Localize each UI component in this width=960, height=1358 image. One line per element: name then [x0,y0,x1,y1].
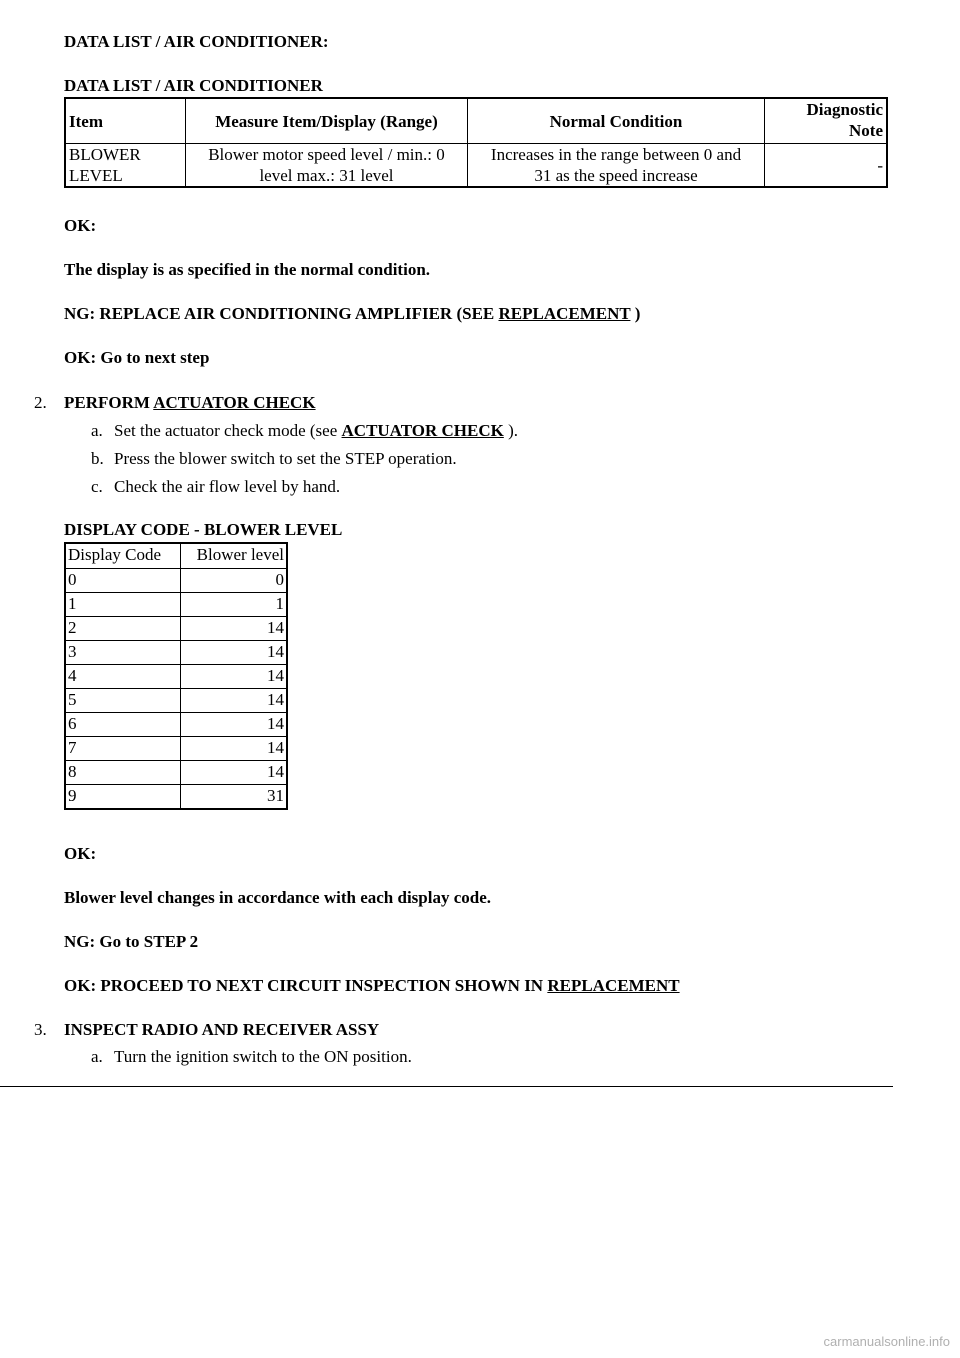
table-row [65,785,287,810]
ok-proceed-prefix: OK: PROCEED TO NEXT CIRCUIT INSPECTION SHOWN IN [64,976,548,995]
step-2-number: 2. [34,393,47,412]
cell-display-code: 3 [65,641,181,665]
step-2b-label: b. [91,449,104,468]
cell-display-code: 5 [65,689,181,713]
table-row [65,641,287,665]
cell-blower-level: 14 [181,737,288,761]
cell-blower-level: 31 [181,785,288,810]
header-item: Item [65,98,186,144]
ok-label-2: OK: [64,844,97,863]
cell-blower-level: 14 [181,713,288,737]
footer-divider [0,1086,893,1087]
actuator-check-link-1[interactable]: ACTUATOR CHECK [153,393,316,412]
cell-blower-level: 1 [181,593,288,617]
step-3a-text: Turn the ignition switch to the ON position. [114,1047,412,1066]
step-2c-text: Check the air flow level by hand. [114,477,341,496]
step-2a-suffix: ). [503,421,518,440]
actuator-check-link-2[interactable]: ACTUATOR CHECK [341,421,504,440]
cell-measure-line2: level max.: 31 level [259,166,394,185]
cell-normal-line1: Increases in the range between 0 and [490,145,742,164]
cell-measure-line1: Blower motor speed level / min.: 0 [208,145,445,164]
ng-suffix: ) [630,304,641,323]
table-row [65,689,287,713]
step-3-title: INSPECT RADIO AND RECEIVER ASSY [64,1020,380,1039]
display-code-blower-table [64,542,288,810]
cell-item-line1: BLOWER [69,145,141,164]
header-diagnostic-note [765,98,888,144]
display-code-heading: DISPLAY CODE - BLOWER LEVEL [64,520,343,539]
table-row [65,593,287,617]
ok-proceed-next [64,976,680,996]
table-row [65,617,287,641]
cell-item [65,144,186,188]
table-header-row [65,98,887,144]
replacement-link-2[interactable]: REPLACEMENT [547,976,680,995]
cell-display-code: 4 [65,665,181,689]
data-list-table [64,97,888,188]
cell-measure [186,144,468,188]
header-display-code: Display Code [65,543,181,569]
cell-display-code: 9 [65,785,181,810]
table-row [65,737,287,761]
cell-blower-level: 14 [181,689,288,713]
cell-blower-level: 0 [181,569,288,593]
cell-diagnostic-note: - [765,144,888,188]
ng-go-to-step-2: NG: Go to STEP 2 [64,932,199,951]
step-2c-label: c. [91,477,103,496]
cell-display-code: 1 [65,593,181,617]
table-row [65,144,887,188]
header-blower-level: Blower level [181,543,288,569]
ng-prefix: NG: REPLACE AIR CONDITIONING AMPLIFIER (SEE [64,304,499,323]
table-row [65,761,287,785]
ok-label-1: OK: [64,216,97,235]
step-2-title [64,393,316,413]
cell-display-code: 6 [65,713,181,737]
table-row [65,569,287,593]
step-2b-text: Press the blower switch to set the STEP operation. [114,449,457,468]
cell-blower-level: 14 [181,761,288,785]
cell-item-line2: LEVEL [69,166,123,185]
header-normal-condition: Normal Condition [468,98,765,144]
cell-display-code: 8 [65,761,181,785]
step-2-title-prefix: PERFORM [64,393,154,412]
step-2a-prefix: Set the actuator check mode (see [114,421,342,440]
step-2a-label: a. [91,421,103,440]
header-diagnostic-note-line1: Diagnostic [806,100,883,119]
ok-text-1: The display is as specified in the normal condition. [64,260,431,279]
cell-display-code: 0 [65,569,181,593]
cell-display-code: 7 [65,737,181,761]
cell-blower-level: 14 [181,641,288,665]
step-3a-label: a. [91,1047,103,1066]
cell-normal-condition [468,144,765,188]
step-2a-text [114,421,518,441]
blower-table-header-row [65,543,287,569]
header-measure-item: Measure Item/Display (Range) [186,98,468,144]
table-row [65,713,287,737]
heading-data-list-colon: DATA LIST / AIR CONDITIONER: [64,32,329,51]
site-watermark: carmanualsonline.info [823,1334,950,1349]
step-3-number: 3. [34,1020,47,1039]
cell-blower-level: 14 [181,665,288,689]
header-diagnostic-note-line2: Note [849,121,883,140]
ok-next-step: OK: Go to next step [64,348,210,367]
ng-replace-amplifier [64,304,640,324]
cell-blower-level: 14 [181,617,288,641]
replacement-link-1[interactable]: REPLACEMENT [498,304,631,323]
heading-data-list: DATA LIST / AIR CONDITIONER [64,76,323,95]
cell-display-code: 2 [65,617,181,641]
cell-normal-line2: 31 as the speed increase [534,166,698,185]
ok-text-2: Blower level changes in accordance with each display code. [64,888,492,907]
table-row [65,665,287,689]
